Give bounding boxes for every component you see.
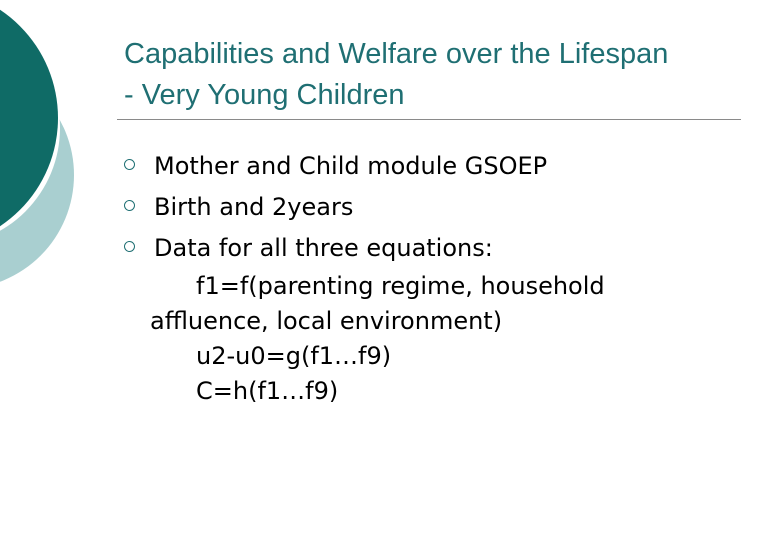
equation-c: C=h(f1…f9) [196, 377, 339, 405]
bullet-item [124, 228, 764, 269]
bullet-label: Data for all three equations: [154, 234, 493, 262]
equation-f1-continuation: affluence, local environment) [150, 307, 503, 335]
bullet-item [124, 187, 764, 228]
hollow-circle-bullet-icon [124, 200, 135, 211]
bullet-label: Birth and 2years [154, 193, 354, 221]
slide-title [124, 34, 744, 116]
title-divider [117, 119, 741, 120]
bullet-label: Mother and Child module GSOEP [154, 152, 548, 180]
hollow-circle-bullet-icon [124, 159, 135, 170]
bullet-item [124, 146, 764, 187]
equation-f1: f1=f(parenting regime, household [196, 272, 605, 300]
slide-body [124, 146, 764, 409]
title-line-2: - Very Young Children [124, 79, 405, 111]
decorative-circles [0, 0, 120, 300]
hollow-circle-bullet-icon [124, 241, 135, 252]
title-line-1: Capabilities and Welfare over the Lifespan [124, 38, 669, 70]
equation-u: u2-u0=g(f1…f9) [196, 342, 392, 370]
